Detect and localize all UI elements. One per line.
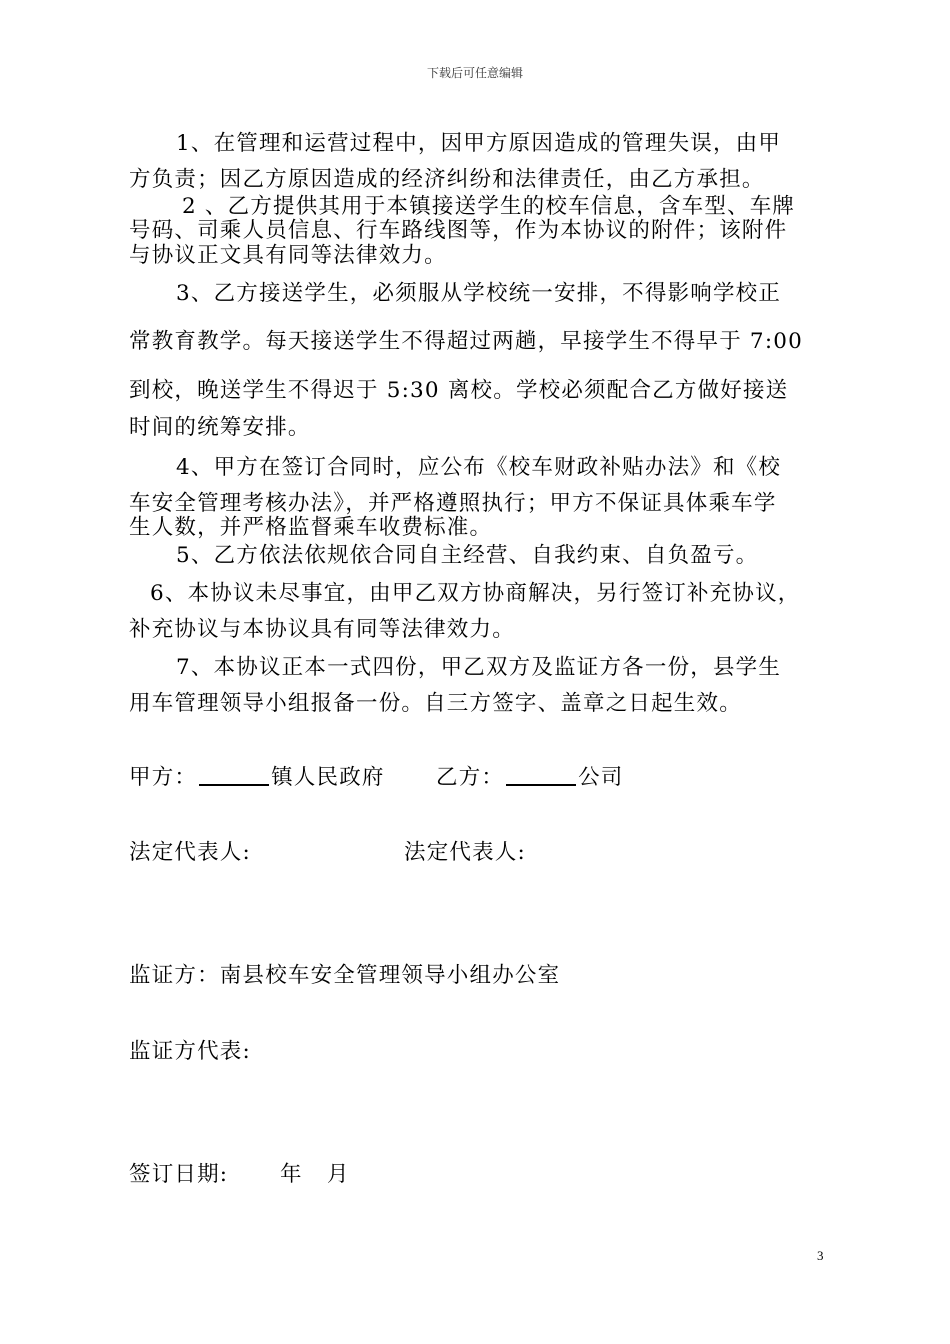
party-a-line (129, 764, 385, 792)
party-b-label: 乙方： (436, 765, 505, 790)
clause-1-line-2: 方负责；因乙方原因造成的经济纠纷和法律责任，由乙方承担。 (129, 167, 765, 192)
legal-rep-b: 法定代表人: (404, 840, 526, 865)
clause-5-line-1: 5、乙方依法依规依合同自主经营、自我约束、自负盈亏。 (176, 543, 759, 568)
party-a-label: 甲方： (129, 765, 198, 790)
supervisor-rep-line: 监证方代表: (129, 1039, 251, 1064)
party-a-name: 镇人民政府 (271, 765, 385, 790)
clause-6-line-1: 6、本协议未尽事宜，由甲乙双方协商解决，另行签订补充协议， (150, 581, 801, 606)
header-note: 下载后可任意编辑 (426, 66, 523, 80)
clause-2-line-2: 号码、司乘人员信息、行车路线图等，作为本协议的附件；该附件 (129, 218, 788, 243)
sign-date-label: 签订日期: (129, 1162, 229, 1187)
party-b-blank[interactable] (506, 766, 576, 786)
sign-date-year: 年 (280, 1162, 303, 1187)
party-b-line (436, 764, 624, 792)
sign-date-month: 月 (327, 1162, 350, 1187)
clause-4-line-3: 生人数，并严格监督乘车收费标准。 (129, 515, 493, 540)
clause-3-line-2: 常教育教学。每天接送学生不得超过两趟，早接学生不得早于 7:00 (129, 329, 804, 354)
legal-rep-a: 法定代表人: (129, 840, 251, 865)
clause-2-line-3: 与协议正文具有同等法律效力。 (129, 243, 447, 268)
party-a-blank[interactable] (199, 766, 269, 786)
page-number: 3 (817, 1248, 824, 1263)
clause-4-line-2: 车安全管理考核办法》，并严格遵照执行；甲方不保证具体乘车学 (129, 491, 777, 516)
clause-3-line-4: 时间的统筹安排。 (129, 415, 311, 440)
clause-3-line-1: 3、乙方接送学生，必须服从学校统一安排，不得影响学校正 (176, 281, 782, 306)
clause-7-line-1: 7、本协议正本一式四份，甲乙双方及监证方各一份，县学生 (176, 655, 782, 680)
clause-2-line-1: 2 、乙方提供其用于本镇接送学生的校车信息，含车型、车牌 (182, 194, 796, 219)
clause-6-line-2: 补充协议与本协议具有同等法律效力。 (129, 617, 515, 642)
clause-1-line-1: 1、在管理和运营过程中，因甲方原因造成的管理失误，由甲 (176, 131, 782, 156)
supervisor-line: 监证方：南县校车安全管理领导小组办公室 (129, 963, 561, 988)
clause-4-line-1: 4、甲方在签订合同时，应公布《校车财政补贴办法》和《校 (176, 455, 782, 480)
clause-7-line-2: 用车管理领导小组报备一份。自三方签字、盖章之日起生效。 (129, 691, 742, 716)
party-b-name: 公司 (578, 765, 624, 790)
clause-3-line-3: 到校，晚送学生不得迟于 5:30 离校。学校必须配合乙方做好接送 (129, 378, 789, 403)
